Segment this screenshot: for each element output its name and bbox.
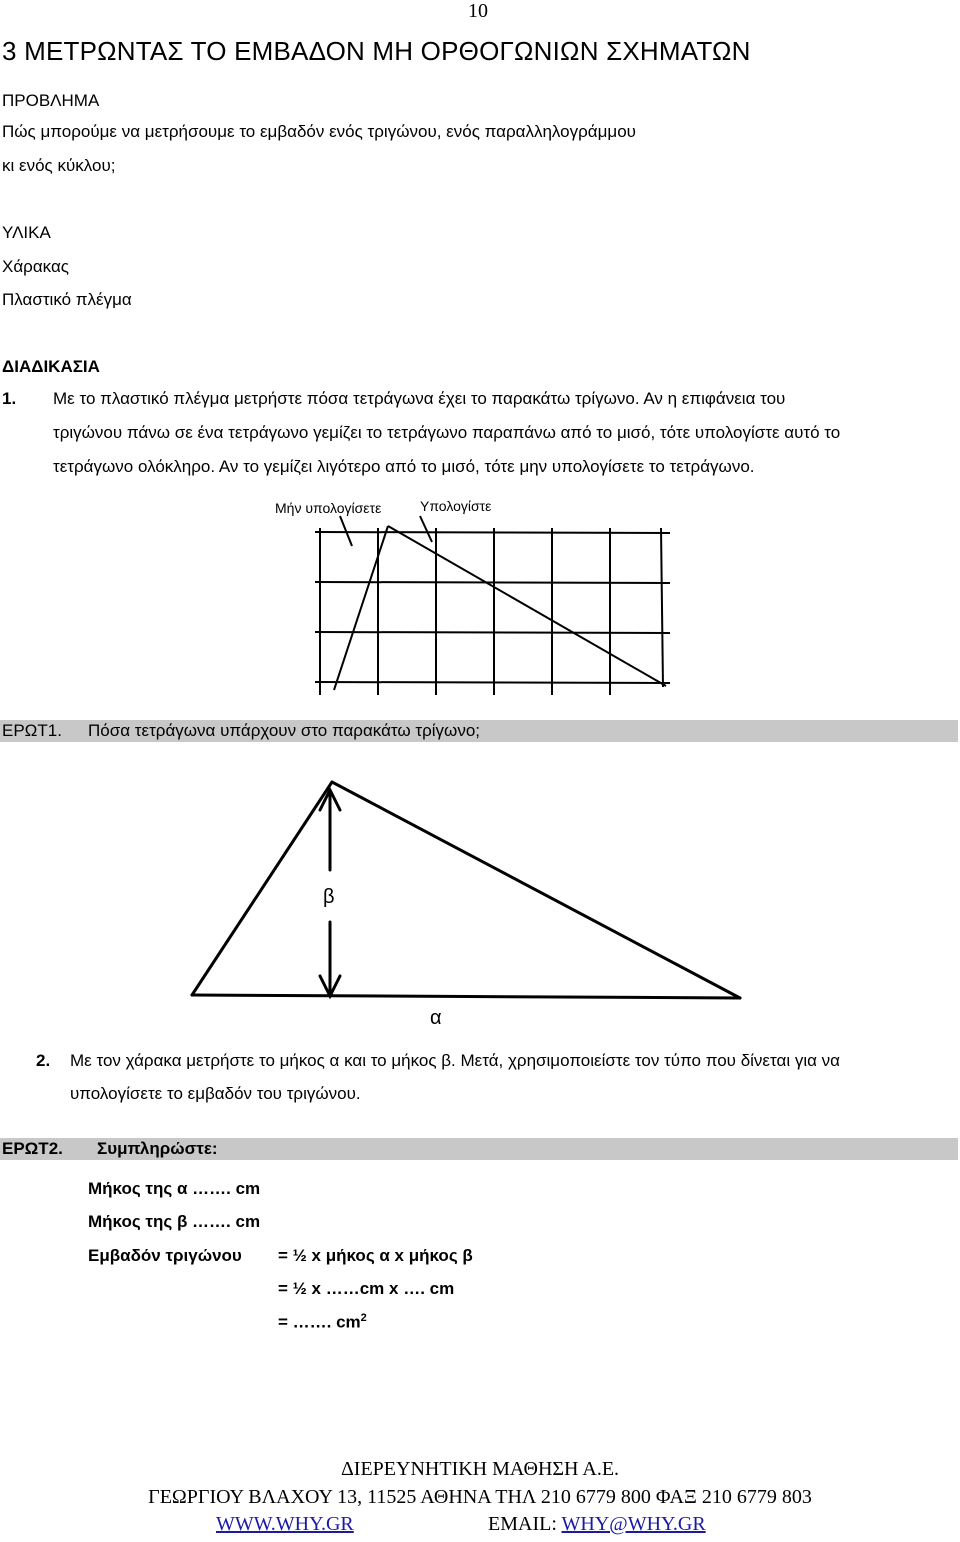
area-formula-line-2: = ½ x ……cm x …. cm	[278, 1279, 455, 1298]
length-a-line: Μήκος της α ……. cm	[88, 1179, 261, 1198]
question-1-label: ΕΡΩΤ1.	[2, 721, 62, 740]
step-1-text-line-1: Με το πλαστικό πλέγμα μετρήστε πόσα τετράγωνα έχει το παρακάτω τρίγωνο. Αν η επιφάνεια του	[53, 389, 786, 408]
footer-address: ΓΕΩΡΓΙΟΥ ΒΛΑΧΟΥ 13, 11525 ΑΘΗΝΑ ΤΗΛ 210 6779 800 ΦΑΞ 210 6779 803	[148, 1486, 812, 1508]
materials-heading: ΥΛΙΚΑ	[2, 223, 51, 242]
problem-heading: ΠΡΟΒΛΗΜΑ	[2, 91, 100, 110]
page-title: 3 ΜΕΤΡΩΝΤΑΣ ΤΟ ΕΜΒΑΔΟΝ ΜΗ ΟΡΘΟΓΩΝΙΩΝ ΣΧΗΜΑΤΩΝ	[2, 36, 751, 66]
materials-item: Πλαστικό πλέγμα	[2, 290, 132, 309]
procedure-heading: ΔΙΑΔΙΚΑΣΙΑ	[2, 357, 100, 376]
step-1-text-line-3: τετράγωνο ολόκληρο. Αν το γεμίζει λιγότερο από το μισό, τότε μην υπολογίσετε το τετράγωνο.	[53, 457, 755, 476]
footer-email	[488, 1513, 706, 1536]
footer-website-link[interactable]: WWW.WHY.GR	[216, 1513, 354, 1535]
footer-email-link[interactable]: WHY@WHY.GR	[561, 1513, 706, 1535]
base-label-alpha: α	[430, 1007, 442, 1029]
area-formula-line-1: = ½ x μήκος α x μήκος β	[278, 1246, 473, 1265]
question-2-label: ΕΡΩΤ2.	[2, 1139, 63, 1158]
triangle-figure	[180, 770, 760, 1040]
question-1-text: Πόσα τετράγωνα υπάρχουν στο παρακάτω τρίγωνο;	[88, 721, 480, 740]
area-formula-line-3: = ……. $cm^2$	[278, 1312, 367, 1332]
area-label: Εμβαδόν τριγώνου	[88, 1246, 242, 1265]
step-1-number: 1.	[2, 389, 17, 408]
footer-organization: ΔΙΕΡΕΥΝΗΤΙΚΗ ΜΑΘΗΣΗ Α.Ε.	[340, 1458, 620, 1480]
step-1-text-line-2: τριγώνου πάνω σε ένα τετράγωνο γεμίζει το τετράγωνο παραπάνω από το μισό, τότε υπολογίστε αυτό το	[53, 423, 841, 442]
materials-item: Χάρακας	[2, 257, 69, 276]
problem-text-line-1: Πώς μπορούμε να μετρήσουμε το εμβαδόν ενός τριγώνου, ενός παραλληλογράμμου	[2, 122, 636, 141]
question-2-text: Συμπληρώστε:	[97, 1139, 218, 1158]
page-number: 10	[468, 0, 488, 22]
count-label: Υπολογίστε	[420, 498, 492, 514]
grid-illustration	[260, 490, 680, 705]
height-label-beta: β	[323, 886, 335, 908]
problem-text-line-2: κι ενός κύκλου;	[2, 156, 116, 175]
footer-email-label: EMAIL:	[488, 1513, 562, 1535]
dont-count-label: Μήν υπολογίσετε	[275, 500, 382, 516]
step-2-text-line-2: υπολογίσετε το εμβαδόν του τριγώνου.	[70, 1084, 361, 1103]
step-2-text-line-1: Με τον χάρακα μετρήστε το μήκος α και το μήκος β. Μετά, χρησιμοποιείστε τον τύπο που δίνεται για να	[70, 1051, 840, 1070]
step-2-number: 2.	[36, 1051, 51, 1070]
length-b-line: Μήκος της β ……. cm	[88, 1212, 261, 1231]
